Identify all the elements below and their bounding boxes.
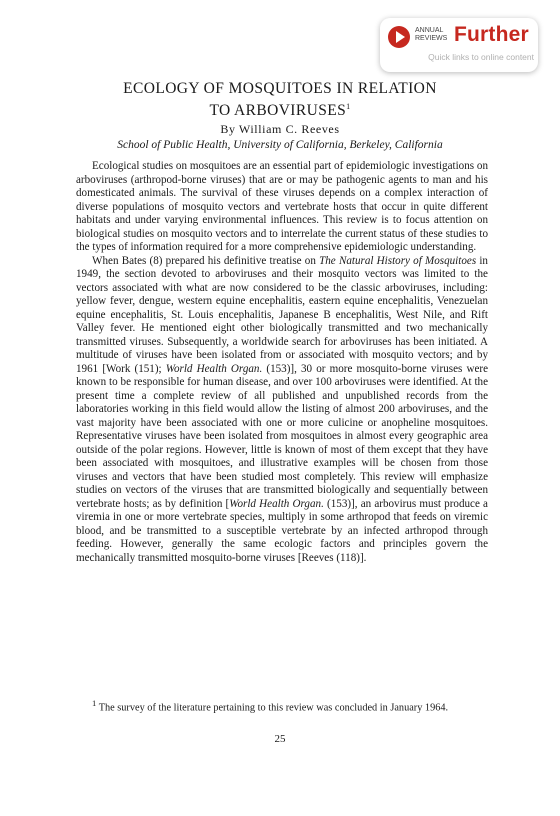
author-byline: By William C. Reeves bbox=[220, 122, 340, 136]
paragraph-2-part-a: When Bates (8) prepared his definitive treatise on bbox=[92, 254, 320, 267]
footnote-marker: 1 bbox=[92, 698, 97, 708]
article-body bbox=[76, 160, 488, 565]
journal-citation-1: World Health Organ. bbox=[165, 362, 263, 375]
paragraph-2-part-g: (153)], an arbovirus must produce a viremia in one or more vertebrate species, multiply in some arthropod that feeds on viremic blood, and be transmitted to a susceptible vertebrate by an infected arthropod through feeding. However, generally the same ecologic factors and principles govern the mechanically transmitted mosquito-borne viruses [Reeves (118)]. bbox=[76, 497, 488, 564]
paragraph-2 bbox=[76, 255, 488, 566]
footnote bbox=[76, 697, 488, 714]
badge-brand: ANNUAL REVIEWS bbox=[415, 27, 448, 42]
paragraph-2-part-e: (153)], 30 or more mosquito-borne viruses were known to be responsible for human disease, and over 100 arboviruses were identified. At the present time a complete review of all published and unpublished records from the laboratories working in this field would allow the listing of almost 200 arboviruses, and the vast majority have been associated with one or more culicine or anopheline mosquitoes. Representative viruses have been isolated from mosquitoes in almost every geographic area outside of the polar regions. However, little is known of most of them except that they have been associated with mosquitoes, and illustrative examples will be chosen from those viruses and vectors that have been studied most completely. This review will emphasize studies on vectors of the viruses that are transmitted biologically and sequentially between vertebrate hosts; as by definition [ bbox=[76, 362, 488, 510]
page-number: 25 bbox=[274, 733, 286, 745]
play-icon bbox=[388, 26, 410, 48]
title-line-1: ECOLOGY OF MOSQUITOES IN RELATION bbox=[123, 80, 437, 97]
title-line-2 bbox=[60, 98, 500, 120]
paragraph-1: Ecological studies on mosquitoes are an essential part of epidemiologic investigations on arboviruses (arthropod-borne viruses) that are or may be pathogenic agents to man and his domesticated animals. The survival of these viruses depends on a complex interaction of diverse populations of mosquito vectors and vertebrate hosts that occur in quite different habitats and under varying environmental influences. This review is to focus attention on biological studies on mosquito vectors and to interrelate the current status of these studies to the types of information required for a more comprehensive epidemiologic understanding. bbox=[76, 160, 488, 253]
author-affiliation: School of Public Health, University of California, Berkeley, California bbox=[117, 139, 443, 151]
paragraph-2-part-c: in 1949, the section devoted to arboviruses and their mosquito vectors was limited to the vectors associated with what are now considered to be the classic arboviruses, including: yellow fever, dengue, western equine encephalitis, eastern equine encephalitis, Venezuelan equine encephalitis, St. Louis encephalitis, Japanese B encephalitis, West Nile, and Rift Valley fever. He mentioned eight other biologically transmitted and two mechanically transmitted viruses. Subsequently, a worldwide search for arboviruses has been initiated. A multitude of viruses have been isolated from or associated with mosquito vectors; and by 1961 [Work (151); bbox=[76, 254, 488, 375]
further-links-badge[interactable] bbox=[380, 18, 538, 72]
title-line-2-text: TO ARBOVIRUSES bbox=[209, 102, 347, 120]
badge-tagline[interactable]: Quick links to online content bbox=[428, 52, 534, 62]
book-title: The Natural History of Mosquitoes bbox=[319, 254, 477, 267]
journal-citation-2: World Health Organ. bbox=[229, 497, 324, 510]
footnote-text: The survey of the literature pertaining to this review was concluded in January 1964. bbox=[98, 702, 449, 714]
article-title bbox=[60, 80, 500, 120]
badge-title[interactable]: Further bbox=[454, 23, 529, 46]
title-footnote-marker: 1 bbox=[346, 102, 351, 111]
